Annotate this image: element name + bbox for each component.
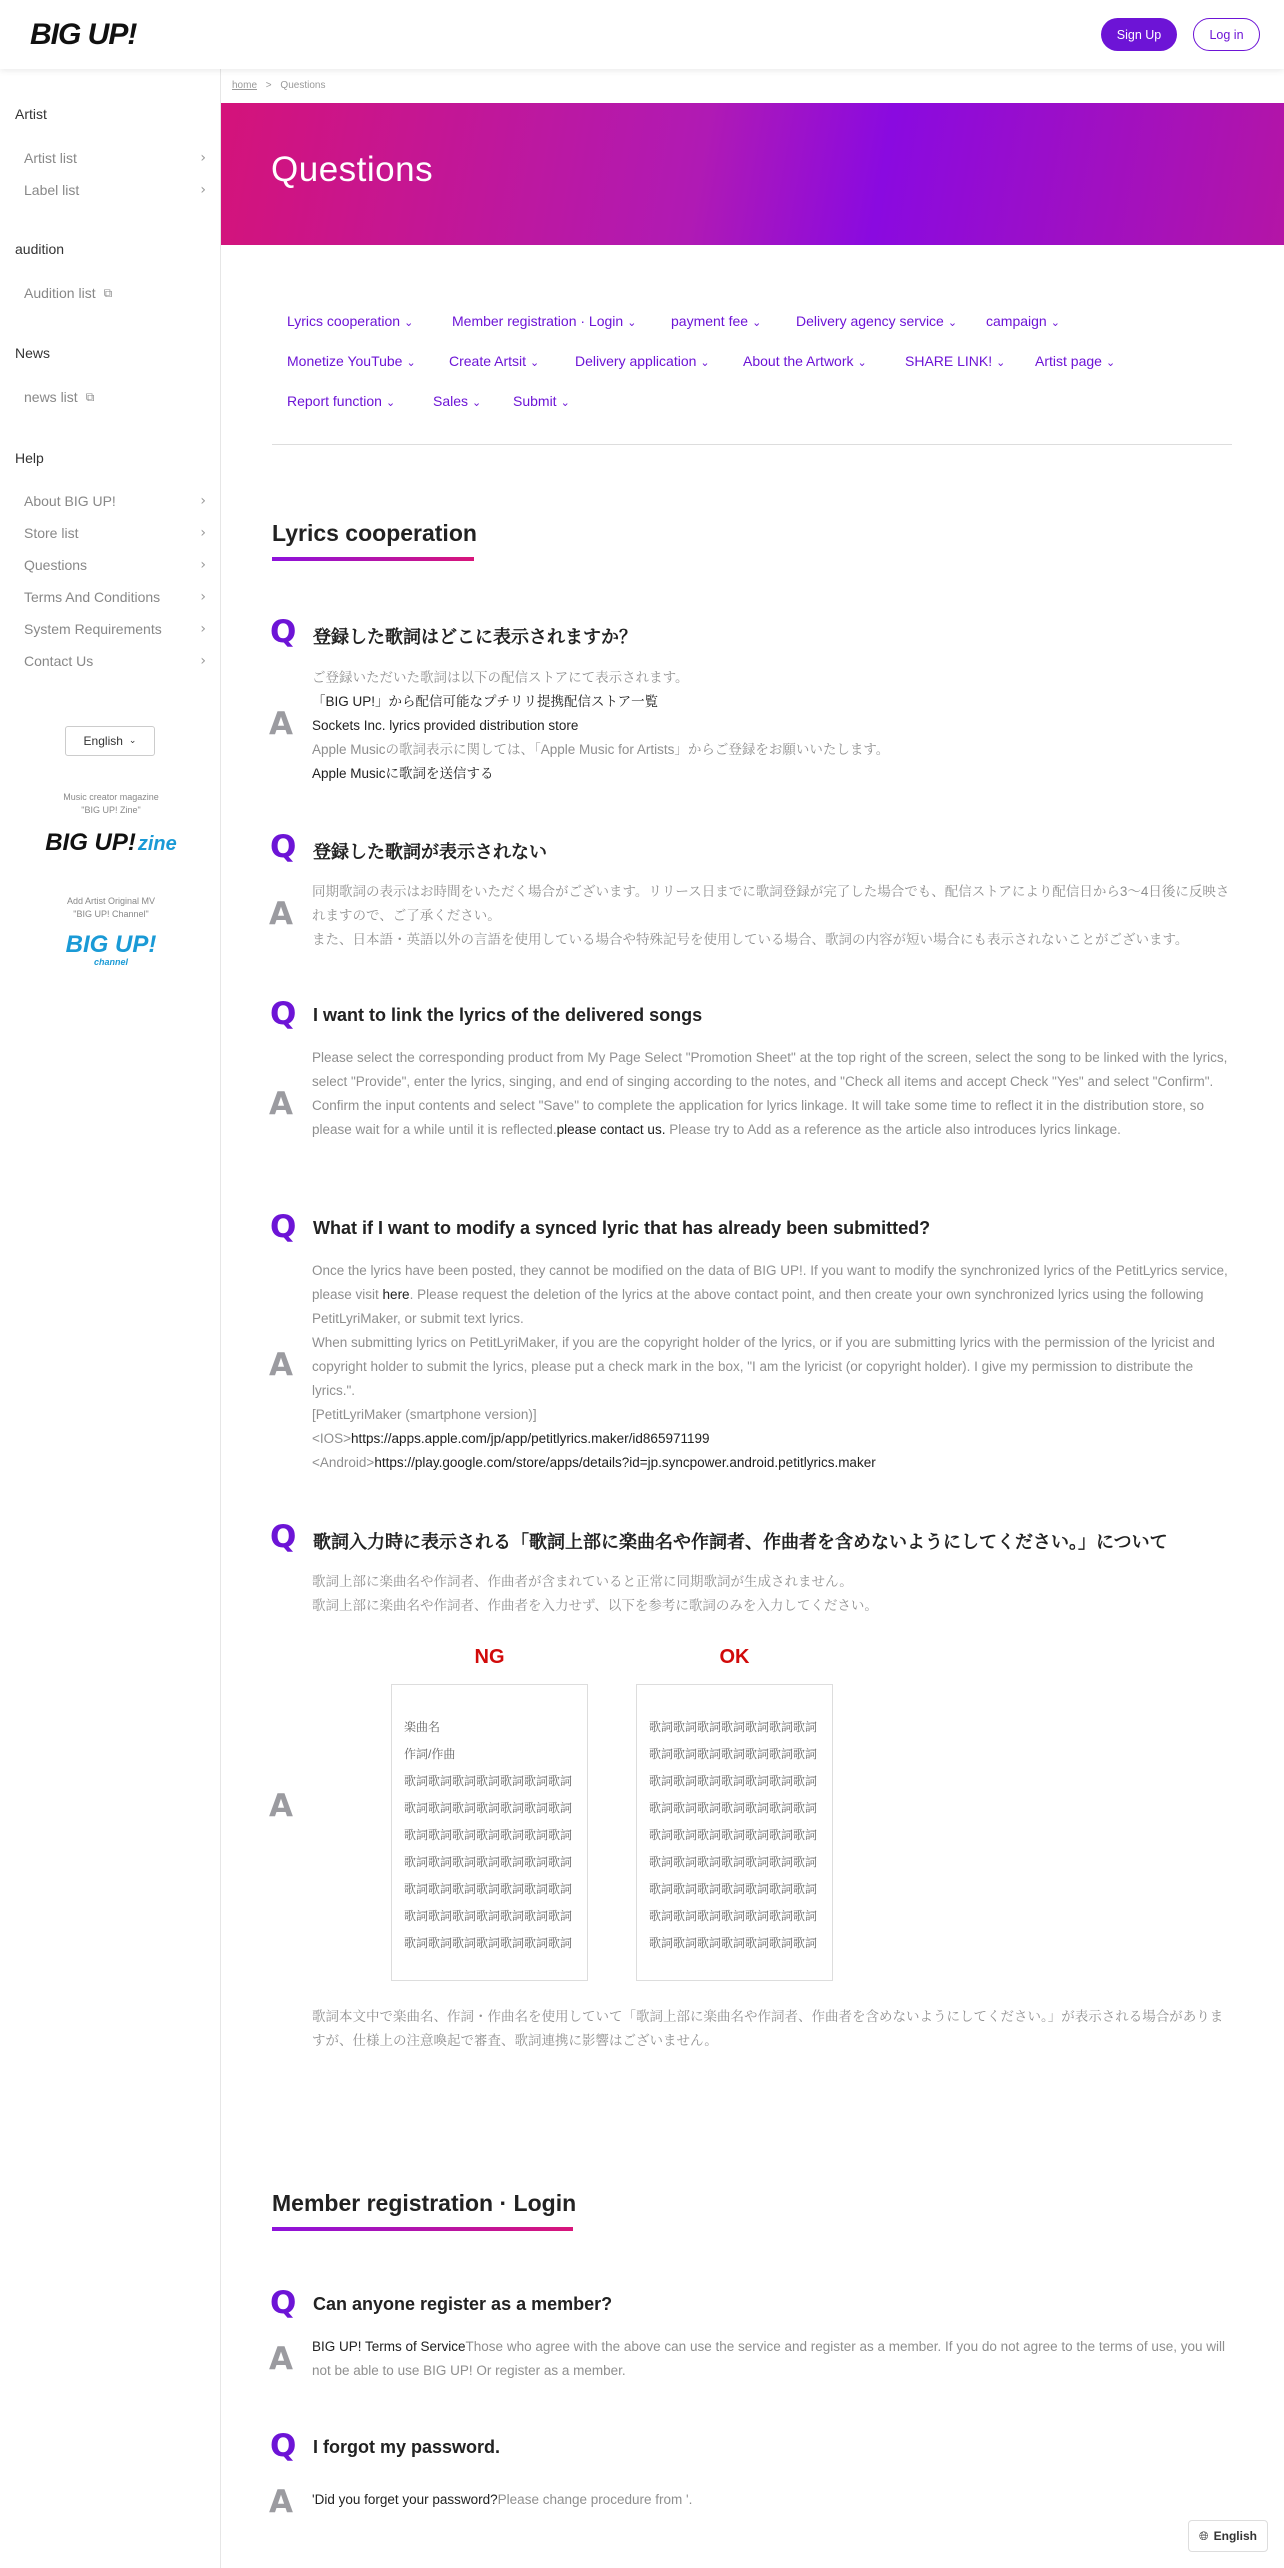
answer-line: 同期歌詞の表示はお時間をいただく場合がございます。リリース日までに歌詞登録が完了した場合でも、配信ストアにより配信日から3〜4日後に反映されますので、ご了承ください。 — [312, 884, 1230, 923]
language-select-value: English — [83, 734, 123, 748]
channel-logo-main: BIG UP! — [65, 931, 157, 958]
language-select[interactable] — [65, 726, 155, 756]
nav-member-registration[interactable] — [452, 313, 636, 329]
answer-text: Please select the corresponding product from My Page Select "Promotion Sheet" at the top right of the screen, select the song to be linked with the lyrics, select "Provide", enter the lyrics, singing, and end of singing according to the notes, and "Check all items and accept Check "Yes" and select "Confirm". Confirm the input contents and select "Save" to complete the application for lyrics linkage. It will take some time to reflect it in the distribution store, so please wait for a while until it is reflected. — [312, 1050, 1228, 1137]
example-row: 歌詞歌詞歌詞歌詞歌詞歌詞歌詞 — [649, 1828, 818, 1842]
answer-line — [312, 1427, 1232, 1451]
answer-line: When submitting lyrics on PetitLyriMaker, if you are the copyright holder of the lyrics, or if you are submitting lyrics with the permission of the lyricist and copyright holder to submit the lyrics, please put a check mark in the box, "I am the lyricist (or copyright holder). I give my permission to distribute the lyrics.". — [312, 1335, 1215, 1398]
android-app-link[interactable]: https://play.google.com/store/apps/details?id=jp.syncpower.android.petitlyrics.maker — [374, 1455, 876, 1470]
sidebar-item-label: About BIG UP! — [24, 493, 116, 509]
chevron-down-icon: ⌄ — [1050, 316, 1060, 329]
q-mark: Q — [270, 996, 297, 1032]
nav-payment-fee[interactable] — [671, 313, 761, 329]
answer-note: 歌詞本文中で楽曲名、作詞・作曲名を使用していて「歌詞上部に楽曲名や作詞者、作曲者を含めないようにしてください。」が表示される場合がありますが、仕様上の注意喚起で審査、歌詞連携に影響はございません。 — [312, 2009, 1224, 2048]
chevron-right-icon: › — [200, 589, 206, 605]
question-text: Can anyone register as a member? — [313, 2294, 613, 2314]
sidebar-item-artist-list[interactable] — [24, 150, 206, 166]
example-row: 楽曲名 — [404, 1720, 441, 1734]
ok-example-box — [636, 1684, 833, 1981]
q-mark: Q — [270, 2428, 297, 2464]
example-row: 歌詞歌詞歌詞歌詞歌詞歌詞歌詞 — [649, 1936, 818, 1950]
sidebar-item-audition-list[interactable] — [24, 285, 206, 301]
example-row: 歌詞歌詞歌詞歌詞歌詞歌詞歌詞 — [404, 1774, 573, 1788]
globe-icon: 🌐︎ — [1199, 2528, 1209, 2543]
chevron-down-icon: ⌄ — [752, 316, 762, 329]
nav-label: Delivery application — [575, 353, 697, 369]
example-row: 歌詞歌詞歌詞歌詞歌詞歌詞歌詞 — [404, 1828, 573, 1842]
nav-label: Member registration · Login — [452, 313, 624, 329]
a-mark: A — [269, 1347, 293, 1383]
example-row: 歌詞歌詞歌詞歌詞歌詞歌詞歌詞 — [404, 1936, 573, 1950]
chevron-down-icon: ⌄ — [128, 736, 137, 746]
nav-label: campaign — [986, 313, 1047, 329]
zine-caption — [20, 791, 202, 817]
example-row: 歌詞歌詞歌詞歌詞歌詞歌詞歌詞 — [649, 1774, 818, 1788]
zine-caption-line: "BIG UP! Zine" — [81, 805, 141, 815]
ok-label: OK — [719, 1646, 750, 1668]
nav-label: Report function — [287, 393, 382, 409]
breadcrumb-home-link[interactable]: home — [232, 80, 258, 91]
sidebar-heading-news: News — [15, 345, 51, 361]
section-title-text: Member registration · Login — [272, 2190, 577, 2216]
q-mark: Q — [270, 614, 297, 650]
answer — [312, 2488, 1232, 2512]
answer-line: ご登録いただいた歌詞は以下の配信ストアにて表示されます。 — [312, 670, 689, 685]
chevron-right-icon: › — [200, 621, 206, 637]
top-header — [0, 0, 1284, 69]
chevron-down-icon: ⌄ — [404, 316, 414, 329]
chevron-down-icon: ⌄ — [385, 396, 396, 409]
nav-label: Create Artsit — [449, 353, 527, 369]
sidebar-item-label: Artist list — [24, 150, 77, 166]
breadcrumb-current: Questions — [280, 80, 326, 91]
chevron-right-icon: › — [200, 653, 206, 669]
answer-text: Please try to Add as a reference as the article also introduces lyrics linkage. — [665, 1122, 1121, 1137]
sidebar-item-label-list[interactable] — [24, 182, 206, 198]
nav-about-artwork[interactable] — [743, 353, 867, 369]
answer-link[interactable]: Apple Musicに歌詞を送信する — [312, 766, 494, 781]
a-mark: A — [269, 2484, 293, 2520]
site-logo[interactable]: BIG UP! — [30, 18, 137, 51]
page-title: Questions — [271, 150, 434, 189]
chevron-right-icon: › — [200, 557, 206, 573]
nav-artist-page[interactable] — [1035, 353, 1115, 369]
channel-caption-line: Add Artist Original MV — [66, 896, 156, 906]
answer-text: Please change procedure from '. — [497, 2492, 693, 2507]
answer-link[interactable]: 「BIG UP!」から配信可能なプチリリ提携配信ストア一覧 — [312, 694, 659, 709]
chevron-down-icon: ⌄ — [627, 316, 637, 329]
example-row: 歌詞歌詞歌詞歌詞歌詞歌詞歌詞 — [404, 1855, 573, 1869]
question-text: 登録した歌詞はどこに表示されますか？ — [313, 627, 637, 647]
nav-create-artist[interactable] — [449, 353, 539, 369]
zine-caption-line: Music creator magazine — [63, 792, 159, 802]
nav-delivery-application[interactable] — [575, 353, 710, 369]
example-row: 歌詞歌詞歌詞歌詞歌詞歌詞歌詞 — [649, 1720, 818, 1734]
login-button[interactable]: Log in — [1193, 18, 1260, 51]
example-row: 歌詞歌詞歌詞歌詞歌詞歌詞歌詞 — [404, 1882, 573, 1896]
answer-text: Those who agree with the above can use the service and register as a member. If you do not agree to the terms of use, you will not be able to use BIG UP! Or register as a member. — [312, 2339, 1225, 2378]
section-title-underline — [272, 557, 474, 561]
answer — [312, 1570, 1232, 1618]
nav-label: payment fee — [671, 313, 749, 329]
nav-label: Sales — [433, 393, 469, 409]
language-switcher-label: English — [1213, 2529, 1257, 2543]
a-mark: A — [269, 1086, 293, 1122]
chevron-down-icon: ⌄ — [947, 316, 958, 329]
sidebar — [0, 69, 221, 2568]
answer-text: . Please request the deletion of the lyrics at the above contact point, and then create your own synchronized lyrics using the following PetitLyriMaker, or submit text lyrics. — [312, 1287, 1204, 1326]
sidebar-heading-help: Help — [15, 450, 44, 466]
section-title-member — [272, 2190, 576, 2227]
sidebar-item-label: Contact Us — [24, 653, 94, 669]
sidebar-item-terms[interactable] — [24, 589, 206, 605]
ios-app-link[interactable]: https://apps.apple.com/jp/app/petitlyrics.maker/id865971199 — [351, 1431, 710, 1446]
q-mark: Q — [270, 829, 297, 865]
nav-label: Lyrics cooperation — [287, 313, 401, 329]
example-row: 作詞/作曲 — [404, 1747, 456, 1761]
question-text: 歌詞入力時に表示される「歌詞上部に楽曲名や作詞者、作曲者を含めないようにしてください。」について — [313, 1532, 1168, 1552]
channel-logo-sub: channel — [93, 957, 128, 967]
q-mark: Q — [270, 1519, 297, 1555]
answer-line: [PetitLyriMaker (smartphone version)] — [312, 1407, 537, 1422]
nav-delivery-agency[interactable] — [796, 313, 957, 329]
section-title-lyrics — [272, 520, 477, 557]
example-row: 歌詞歌詞歌詞歌詞歌詞歌詞歌詞 — [649, 1801, 818, 1815]
zine-logo-main: BIG UP! — [45, 829, 136, 856]
chevron-right-icon: › — [200, 525, 206, 541]
question-text: I want to link the lyrics of the delivered songs — [313, 1005, 703, 1025]
channel-banner[interactable] — [20, 933, 202, 967]
chevron-right-icon: › — [200, 493, 206, 509]
sidebar-item-store-list[interactable] — [24, 525, 206, 541]
section-title-text: Lyrics cooperation — [272, 520, 477, 546]
sidebar-item-label: news list — [24, 389, 78, 405]
answer — [312, 666, 1232, 786]
external-link-icon: ⧉ — [85, 389, 95, 404]
answer-line — [312, 1451, 1232, 1475]
external-link-icon: ⧉ — [103, 285, 113, 300]
example-row: 歌詞歌詞歌詞歌詞歌詞歌詞歌詞 — [649, 1855, 818, 1869]
answer-line: 歌詞上部に楽曲名や作詞者、作曲者が含まれていると正常に同期歌詞が生成されません。 — [312, 1574, 853, 1589]
answer-link[interactable]: Sockets Inc. lyrics provided distribution store — [312, 718, 579, 733]
chevron-down-icon: ⌄ — [857, 356, 867, 369]
example-row: 歌詞歌詞歌詞歌詞歌詞歌詞歌詞 — [649, 1909, 818, 1923]
example-row: 歌詞歌詞歌詞歌詞歌詞歌詞歌詞 — [649, 1747, 818, 1761]
nav-label: SHARE LINK! — [905, 353, 993, 369]
ng-example-box — [391, 1684, 588, 1981]
nav-sales[interactable] — [433, 393, 481, 409]
a-mark: A — [269, 2341, 293, 2377]
example-row: 歌詞歌詞歌詞歌詞歌詞歌詞歌詞 — [404, 1801, 573, 1815]
contact-us-link[interactable]: please contact us. — [556, 1122, 666, 1137]
nav-lyrics-cooperation[interactable] — [287, 313, 413, 329]
answer-text: Once the lyrics have been posted, they cannot be modified on the data of BIG UP!. If you want to modify the synchronized lyrics of the PetitLyrics service, please visit — [312, 1263, 1228, 1302]
sidebar-item-label: Terms And Conditions — [24, 589, 161, 605]
section-title-underline — [272, 2227, 573, 2231]
sidebar-item-about[interactable] — [24, 493, 206, 509]
sidebar-item-contact[interactable] — [24, 653, 206, 669]
sidebar-item-label: Audition list — [24, 285, 96, 301]
example-row: 歌詞歌詞歌詞歌詞歌詞歌詞歌詞 — [649, 1882, 818, 1896]
sidebar-item-label: Questions — [24, 557, 88, 573]
sidebar-item-label: System Requirements — [24, 621, 162, 637]
forgot-password-link[interactable]: 'Did you forget your password? — [312, 2492, 498, 2507]
hero-banner — [221, 103, 1284, 245]
divider — [272, 444, 1232, 445]
a-mark: A — [269, 896, 293, 932]
zine-logo-sub: zine — [137, 833, 177, 855]
answer-line: Apple Musicの歌詞表示に関しては、「Apple Music for Artists」からご登録をお願いいたします。 — [312, 742, 890, 757]
chevron-right-icon: › — [200, 150, 206, 166]
signup-button[interactable]: Sign Up — [1101, 18, 1177, 51]
nav-label: About the Artwork — [743, 353, 854, 369]
zine-banner[interactable] — [20, 829, 202, 857]
answer — [312, 1046, 1232, 1142]
channel-caption — [20, 895, 202, 921]
question-text: What if I want to modify a synced lyric that has already been submitted? — [313, 1218, 931, 1238]
chevron-down-icon: ⌄ — [406, 356, 416, 369]
nav-share-link[interactable] — [905, 353, 1005, 369]
nav-label: Monetize YouTube — [287, 353, 403, 369]
question-text: I forgot my password. — [313, 2437, 501, 2457]
a-mark: A — [269, 1788, 293, 1824]
sidebar-heading-artist: Artist — [15, 106, 47, 122]
here-link[interactable]: here — [382, 1287, 410, 1302]
nav-label: Submit — [513, 393, 557, 409]
terms-link[interactable]: BIG UP! Terms of Service — [312, 2339, 466, 2354]
chevron-down-icon: ⌄ — [560, 396, 570, 409]
sidebar-heading-audition: audition — [15, 241, 65, 257]
chevron-down-icon: ⌄ — [700, 356, 710, 369]
sidebar-item-label: Store list — [24, 525, 79, 541]
chevron-down-icon: ⌄ — [996, 356, 1006, 369]
channel-caption-line: "BIG UP! Channel" — [73, 909, 149, 919]
answer — [312, 2335, 1232, 2383]
sidebar-item-label: Label list — [24, 182, 80, 198]
nav-campaign[interactable] — [986, 313, 1060, 329]
breadcrumb-separator: > — [265, 80, 272, 91]
answer — [312, 880, 1232, 952]
platform-label: <IOS> — [312, 1431, 352, 1446]
answer — [312, 1259, 1232, 1475]
question-text: 登録した歌詞が表示されない — [313, 842, 547, 862]
nav-submit[interactable] — [513, 393, 570, 409]
chevron-down-icon: ⌄ — [472, 396, 482, 409]
language-switcher[interactable] — [1188, 2520, 1268, 2552]
platform-label: <Android> — [312, 1455, 375, 1470]
a-mark: A — [269, 706, 293, 742]
q-mark: Q — [270, 1209, 297, 1245]
breadcrumb — [232, 80, 325, 91]
chevron-down-icon: ⌄ — [530, 356, 540, 369]
chevron-right-icon: › — [200, 182, 206, 198]
nav-report-function[interactable] — [287, 393, 395, 409]
ng-label: NG — [474, 1646, 505, 1668]
example-row: 歌詞歌詞歌詞歌詞歌詞歌詞歌詞 — [404, 1909, 573, 1923]
sidebar-item-questions[interactable] — [24, 557, 206, 573]
sidebar-item-news-list[interactable] — [24, 389, 206, 405]
sidebar-item-system-requirements[interactable] — [24, 621, 206, 637]
nav-label: Artist page — [1035, 353, 1102, 369]
q-mark: Q — [270, 2285, 297, 2321]
nav-monetize-youtube[interactable] — [287, 353, 416, 369]
answer-line: また、日本語・英語以外の言語を使用している場合や特殊記号を使用している場合、歌詞の内容が短い場合にも表示されないことがございます。 — [312, 932, 1189, 947]
chevron-down-icon: ⌄ — [1105, 356, 1116, 369]
answer-line — [312, 1259, 1232, 1331]
nav-label: Delivery agency service — [796, 313, 944, 329]
answer-line: 歌詞上部に楽曲名や作詞者、作曲者を入力せず、以下を参考に歌詞のみを入力してください。 — [312, 1598, 878, 1613]
